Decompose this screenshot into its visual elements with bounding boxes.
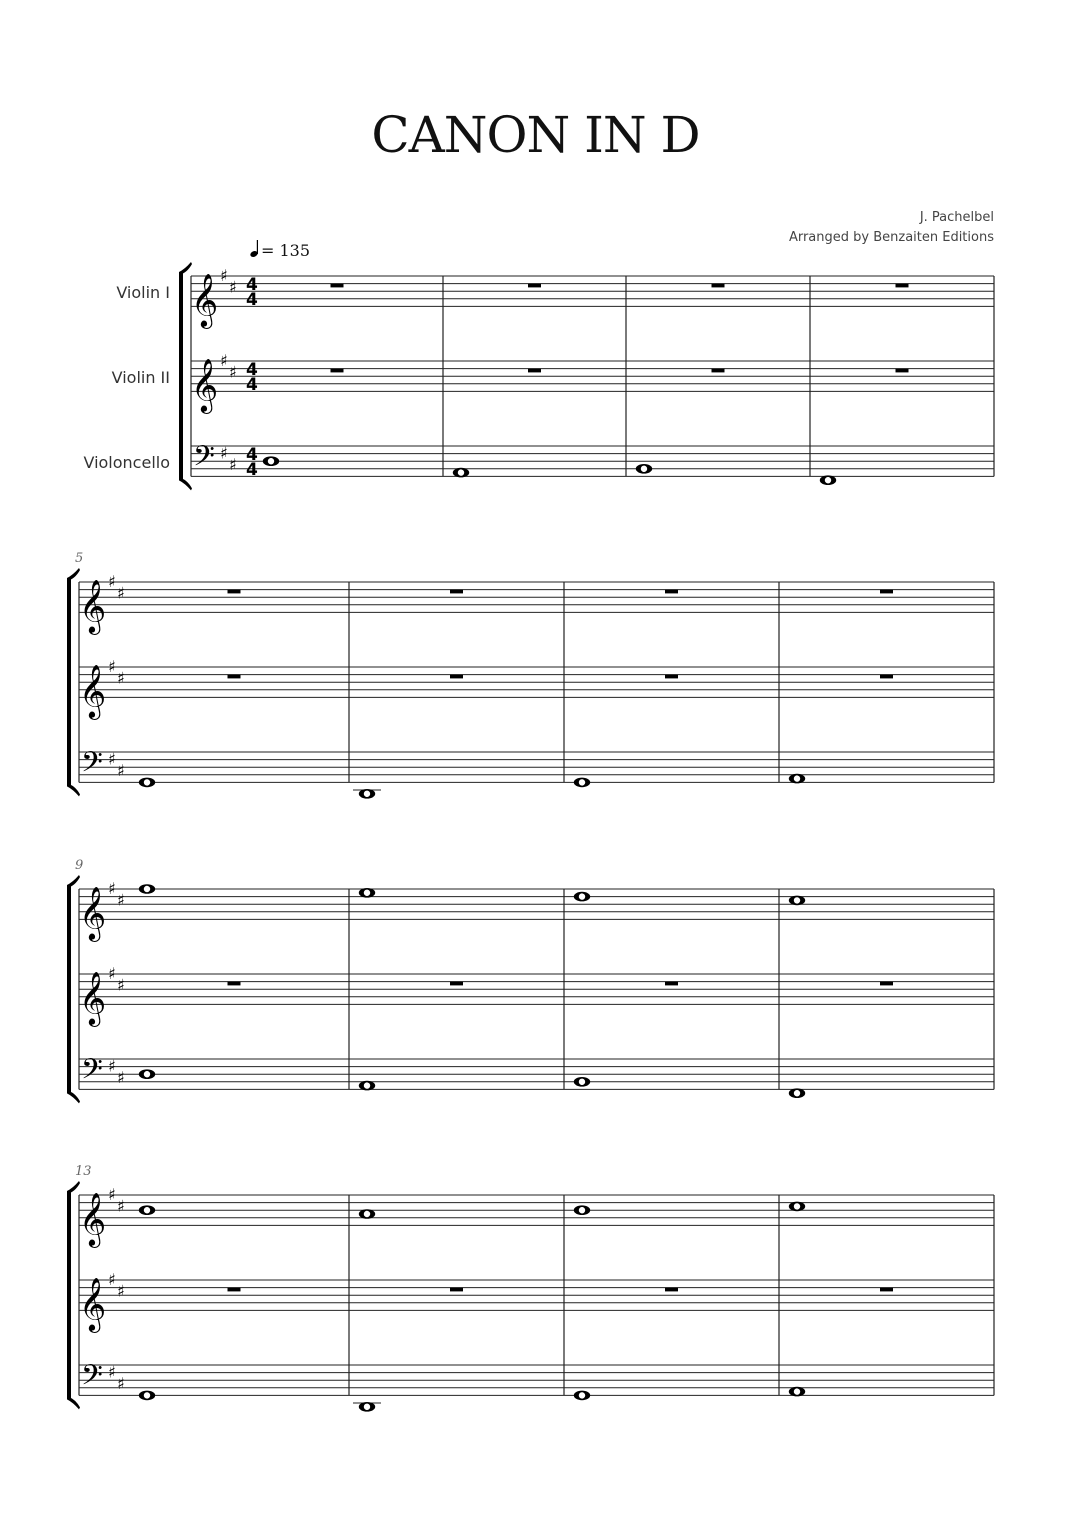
- treble-clef-icon: 𝄞: [191, 272, 219, 327]
- sharp-icon: ♯: [229, 455, 237, 474]
- sharp-icon: ♯: [229, 362, 237, 382]
- whole-rest: [665, 590, 678, 594]
- whole-rest: [528, 284, 541, 288]
- sharp-icon: ♯: [108, 1270, 116, 1289]
- whole-rest: [880, 675, 893, 679]
- whole-note: [359, 1209, 375, 1219]
- time-signature-numerator: 4: [246, 445, 258, 465]
- instrument-label: Violin I: [116, 283, 170, 302]
- whole-note: [139, 1205, 155, 1215]
- treble-clef-icon: 𝄞: [79, 578, 107, 633]
- bass-clef-icon: 𝄢: [81, 1053, 103, 1093]
- treble-clef-icon: 𝄞: [79, 663, 107, 718]
- measure-number: 9: [75, 858, 84, 873]
- sharp-icon: ♯: [117, 1196, 125, 1216]
- whole-rest: [896, 369, 909, 373]
- whole-note: [789, 896, 805, 906]
- whole-note: [139, 1391, 155, 1401]
- time-signature-denominator: 4: [246, 460, 258, 480]
- whole-note: [359, 1081, 375, 1091]
- whole-note: [263, 456, 279, 466]
- whole-rest: [712, 369, 725, 373]
- sharp-icon: ♯: [108, 879, 116, 898]
- composer-credit: J. Pachelbel: [919, 210, 994, 225]
- bass-clef-icon: 𝄢: [81, 746, 103, 786]
- whole-note: [574, 778, 590, 788]
- time-signature-numerator: 4: [246, 275, 258, 295]
- whole-note: [789, 1387, 805, 1397]
- sharp-icon: ♯: [108, 572, 116, 591]
- system-bracket: [67, 1191, 71, 1399]
- treble-clef-icon: 𝄞: [79, 885, 107, 940]
- whole-rest: [665, 1288, 678, 1292]
- instrument-label: Violin II: [111, 368, 170, 387]
- bass-clef-icon: 𝄢: [193, 440, 215, 480]
- time-signature-denominator: 4: [246, 375, 258, 395]
- sharp-icon: ♯: [108, 1185, 116, 1204]
- whole-note: [353, 1402, 381, 1412]
- whole-note: [789, 1202, 805, 1212]
- whole-note: [139, 778, 155, 788]
- whole-rest: [450, 1288, 463, 1292]
- whole-note: [789, 774, 805, 784]
- bracket-bottom-curl: [179, 477, 192, 490]
- sharp-icon: ♯: [220, 351, 228, 370]
- bracket-bottom-curl: [67, 1090, 80, 1103]
- whole-rest: [228, 982, 241, 986]
- whole-rest: [880, 1288, 893, 1292]
- whole-note: [574, 1077, 590, 1087]
- whole-note: [574, 1391, 590, 1401]
- treble-clef-icon: 𝄞: [79, 970, 107, 1025]
- sharp-icon: ♯: [117, 975, 125, 995]
- whole-note: [574, 1205, 590, 1215]
- sharp-icon: ♯: [117, 890, 125, 910]
- sharp-icon: ♯: [108, 749, 116, 769]
- whole-rest: [228, 1288, 241, 1292]
- sharp-icon: ♯: [108, 964, 116, 983]
- whole-rest: [880, 590, 893, 594]
- whole-rest: [665, 982, 678, 986]
- sharp-icon: ♯: [117, 668, 125, 688]
- score-title: CANON IN D: [371, 106, 700, 164]
- whole-note: [789, 1088, 805, 1098]
- system-bracket: [67, 578, 71, 786]
- whole-rest: [331, 284, 344, 288]
- tempo-marking: = 135: [261, 241, 311, 260]
- sharp-icon: ♯: [117, 583, 125, 603]
- time-signature-denominator: 4: [246, 290, 258, 310]
- sharp-icon: ♯: [117, 1068, 125, 1087]
- whole-note: [359, 888, 375, 898]
- instrument-label: Violoncello: [83, 453, 170, 472]
- sharp-icon: ♯: [220, 443, 228, 463]
- measure-number: 5: [75, 551, 84, 566]
- sharp-icon: ♯: [229, 277, 237, 297]
- whole-note: [139, 884, 155, 894]
- treble-clef-icon: 𝄞: [191, 357, 219, 412]
- whole-rest: [450, 590, 463, 594]
- whole-rest: [450, 675, 463, 679]
- whole-note: [139, 1069, 155, 1079]
- sharp-icon: ♯: [108, 1362, 116, 1382]
- whole-rest: [228, 590, 241, 594]
- whole-rest: [665, 675, 678, 679]
- whole-note: [353, 789, 381, 799]
- whole-note: [820, 475, 836, 485]
- treble-clef-icon: 𝄞: [79, 1191, 107, 1246]
- bracket-bottom-curl: [67, 1396, 80, 1409]
- whole-rest: [528, 369, 541, 373]
- sharp-icon: ♯: [117, 1374, 125, 1393]
- whole-note: [636, 464, 652, 474]
- whole-rest: [880, 982, 893, 986]
- whole-note: [453, 468, 469, 478]
- whole-rest: [450, 982, 463, 986]
- whole-rest: [331, 369, 344, 373]
- whole-rest: [228, 675, 241, 679]
- whole-rest: [896, 284, 909, 288]
- whole-note: [574, 892, 590, 902]
- treble-clef-icon: 𝄞: [79, 1276, 107, 1331]
- sharp-icon: ♯: [220, 266, 228, 285]
- sharp-icon: ♯: [117, 1281, 125, 1301]
- time-signature-numerator: 4: [246, 360, 258, 380]
- bass-clef-icon: 𝄢: [81, 1359, 103, 1399]
- system-bracket: [179, 272, 183, 480]
- arranger-credit: Arranged by Benzaiten Editions: [788, 230, 994, 245]
- measure-number: 13: [75, 1164, 92, 1179]
- sharp-icon: ♯: [108, 1056, 116, 1076]
- system-bracket: [67, 885, 71, 1093]
- bracket-bottom-curl: [67, 783, 80, 796]
- sharp-icon: ♯: [117, 761, 125, 780]
- whole-rest: [712, 284, 725, 288]
- sharp-icon: ♯: [108, 657, 116, 676]
